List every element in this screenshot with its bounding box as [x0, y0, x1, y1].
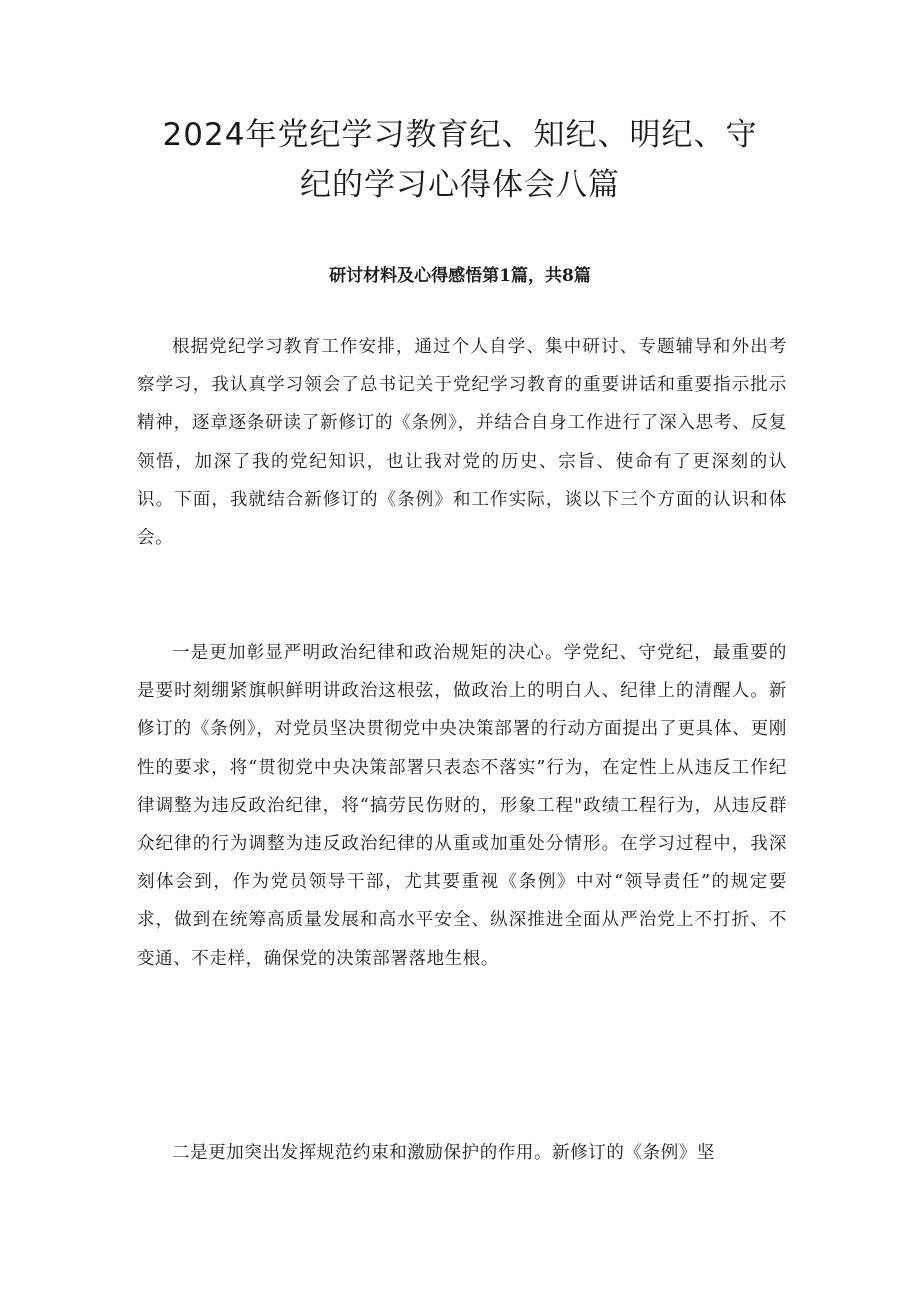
document-title-line-2: 纪的学习心得体会八篇: [300, 167, 620, 203]
document-title-line-1: 2024年党纪学习教育纪、知纪、明纪、守: [162, 117, 758, 153]
section-heading: 研讨材料及心得感悟第1篇，共8篇: [329, 266, 591, 286]
paragraph-point-two: 二是更加突出发挥规范约束和激励保护的作用。新修订的《条例》坚: [172, 1143, 715, 1163]
paragraph-point-one: 一是更加彰显严明政治纪律和政治规矩的决心。学党纪、守党纪，最重要的是要时刻绷紧旗帜鲜明讲政治这根弦，做政治上的明白人、纪律上的清醒人。新修订的《条例》，对党员坚决贯彻党中央决策部署的行动方面提出了更具体、更刚性的要求，将“贯彻党中央决策部署只表态不落实”行为，在定性上从违反工作纪律调整为违反政治纪律，将“搞劳民伤财的，形象工程"政绩工程行为，从违反群众纪律的行为调整为违反政治纪律的从重或加重处分情形。在学习过程中，我深刻体会到，作为党员领导干部，尤其要重视《条例》中对“领导责任”的规定要求，做到在统筹高质量发展和高水平安全、纵深推进全面从严治党上不打折、不变通、不走样，确保党的决策部署落地生根。: [137, 643, 787, 969]
paragraph-intro: 根据党纪学习教育工作安排，通过个人自学、集中研讨、专题辅导和外出考察学习，我认真学习领会了总书记关于党纪学习教育的重要讲话和重要指示批示精神，逐章逐条研读了新修订的《条例》，并结合自身工作进行了深入思考、反复领悟，加深了我的党纪知识，也让我对党的历史、宗旨、使命有了更深刻的认识。下面，我就结合新修订的《条例》和工作实际，谈以下三个方面的认识和体会。: [137, 337, 787, 549]
document-title: [140, 110, 780, 210]
